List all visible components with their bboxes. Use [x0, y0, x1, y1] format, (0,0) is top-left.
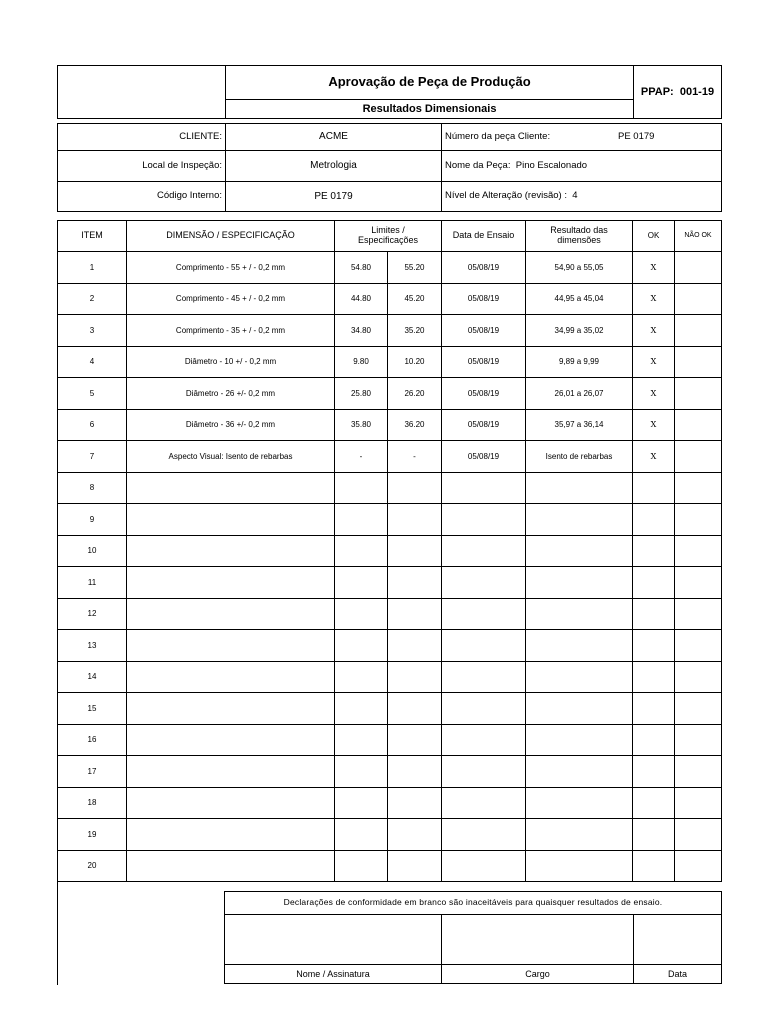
codigo-interno-label: Código Interno: [157, 190, 222, 202]
cell-item: 20 [58, 850, 127, 882]
header-item: ITEM [58, 221, 127, 252]
cell-nao-ok[interactable] [675, 346, 722, 378]
cell-nao-ok[interactable] [675, 252, 722, 284]
cell-item: 15 [58, 693, 127, 725]
header-limites-line1: Limites / [371, 225, 405, 236]
cell-ok[interactable] [633, 630, 675, 662]
cell-resultado: 9,89 a 9,99 [526, 346, 633, 378]
cell-data-ensaio: 05/08/19 [442, 315, 526, 347]
cell-item: 19 [58, 819, 127, 851]
cell-nao-ok[interactable] [675, 598, 722, 630]
cell-limite-max [388, 504, 442, 536]
local-inspecao-value: Metrologia [310, 160, 357, 172]
conformity-declaration: Declarações de conformidade em branco são inaceitáveis para quaisquer resultados de ensaio. [283, 897, 663, 908]
cell-resultado [526, 535, 633, 567]
numero-peca-value: PE 0179 [618, 130, 655, 142]
cell-dimensao [127, 472, 335, 504]
cell-data-ensaio [442, 598, 526, 630]
numero-peca-label: Número da peça Cliente: [445, 130, 551, 142]
cell-limite-max [388, 756, 442, 788]
cell-data-ensaio: 05/08/19 [442, 252, 526, 284]
local-inspecao-label: Local de Inspeção: [142, 159, 222, 171]
cell-resultado [526, 693, 633, 725]
cliente-value: ACME [319, 131, 348, 143]
table-row [58, 787, 722, 819]
cell-nao-ok[interactable] [675, 850, 722, 882]
cell-item: 12 [58, 598, 127, 630]
cell-limite-max [388, 661, 442, 693]
cell-item: 2 [58, 283, 127, 315]
cell-resultado [526, 630, 633, 662]
cell-limite-min: 25.80 [335, 378, 388, 410]
cell-data-ensaio: 05/08/19 [442, 378, 526, 410]
cell-dimensao [127, 535, 335, 567]
table-row [58, 346, 722, 378]
cell-ok[interactable]: X [633, 441, 675, 473]
nome-assinatura-label: Nome / Assinatura [296, 968, 370, 979]
cell-ok[interactable]: X [633, 346, 675, 378]
data-label: Data [667, 968, 687, 979]
table-row [58, 724, 722, 756]
table-row [58, 283, 722, 315]
cell-data-ensaio: 05/08/19 [442, 346, 526, 378]
table-row [58, 756, 722, 788]
cell-data-ensaio [442, 724, 526, 756]
cell-limite-min: - [335, 441, 388, 473]
ppap-label: PPAP: [640, 85, 674, 98]
cell-item: 18 [58, 787, 127, 819]
table-row [58, 409, 722, 441]
cargo-label: Cargo [525, 968, 550, 979]
signature-name-field[interactable] [225, 915, 441, 964]
cell-item: 1 [58, 252, 127, 284]
cell-dimensao: Comprimento - 45 + / - 0,2 mm [127, 283, 335, 315]
cell-item: 16 [58, 724, 127, 756]
ppap-code [634, 66, 721, 118]
cell-resultado: 35,97 a 36,14 [526, 409, 633, 441]
nivel-alteracao-value: 4 [572, 190, 578, 202]
cell-dimensao [127, 724, 335, 756]
cell-limite-min [335, 693, 388, 725]
cell-limite-min [335, 850, 388, 882]
cell-limite-max: 36.20 [388, 409, 442, 441]
cell-limite-min [335, 630, 388, 662]
cell-nao-ok[interactable] [675, 378, 722, 410]
footer-left-border [57, 881, 58, 985]
cell-item: 11 [58, 567, 127, 599]
cell-ok[interactable] [633, 819, 675, 851]
cell-resultado: 54,90 a 55,05 [526, 252, 633, 284]
cell-item: 13 [58, 630, 127, 662]
table-row [58, 598, 722, 630]
table-row [58, 441, 722, 473]
cell-ok[interactable]: X [633, 283, 675, 315]
header-dimensao: DIMENSÃO / ESPECIFICAÇÃO [127, 221, 335, 252]
table-row [58, 567, 722, 599]
cell-limite-max: 35.20 [388, 315, 442, 347]
cell-limite-max: 45.20 [388, 283, 442, 315]
cell-data-ensaio [442, 472, 526, 504]
cell-item: 10 [58, 535, 127, 567]
cell-data-ensaio: 05/08/19 [442, 409, 526, 441]
cell-resultado [526, 756, 633, 788]
table-row [58, 378, 722, 410]
cell-nao-ok[interactable] [675, 472, 722, 504]
header-nao-ok: NÃO OK [675, 221, 722, 252]
cell-dimensao [127, 567, 335, 599]
cell-resultado [526, 724, 633, 756]
signature-date-field[interactable] [634, 915, 721, 964]
table-row [58, 850, 722, 882]
cell-data-ensaio [442, 693, 526, 725]
cell-resultado: 44,95 a 45,04 [526, 283, 633, 315]
cell-limite-min [335, 472, 388, 504]
cell-limite-min: 54.80 [335, 252, 388, 284]
cell-limite-min [335, 724, 388, 756]
header-resultado [526, 221, 633, 252]
dimensional-results-table [57, 220, 722, 882]
cell-dimensao [127, 693, 335, 725]
table-row [58, 315, 722, 347]
table-body [58, 252, 722, 882]
cell-resultado [526, 504, 633, 536]
cell-ok[interactable] [633, 567, 675, 599]
cell-data-ensaio [442, 756, 526, 788]
cell-ok[interactable] [633, 504, 675, 536]
cell-limite-min: 9.80 [335, 346, 388, 378]
cell-item: 17 [58, 756, 127, 788]
cell-limite-max [388, 630, 442, 662]
cell-limite-min [335, 819, 388, 851]
cell-dimensao [127, 504, 335, 536]
cell-limite-max [388, 850, 442, 882]
cell-dimensao [127, 756, 335, 788]
cell-limite-min: 34.80 [335, 315, 388, 347]
ppap-value: 001-19 [679, 85, 715, 98]
nivel-alteracao-label: Nível de Alteração (revisão) : [445, 190, 567, 202]
cell-resultado: 26,01 a 26,07 [526, 378, 633, 410]
cell-nao-ok[interactable] [675, 756, 722, 788]
cell-limite-max [388, 472, 442, 504]
cell-nao-ok[interactable] [675, 283, 722, 315]
cell-nao-ok[interactable] [675, 409, 722, 441]
cell-resultado [526, 850, 633, 882]
cell-data-ensaio: 05/08/19 [442, 283, 526, 315]
cell-limite-min [335, 661, 388, 693]
table-row [58, 535, 722, 567]
cell-nao-ok[interactable] [675, 567, 722, 599]
cell-resultado [526, 819, 633, 851]
cell-dimensao [127, 630, 335, 662]
cell-limite-min [335, 567, 388, 599]
table-row [58, 661, 722, 693]
table-row [58, 252, 722, 284]
cell-data-ensaio [442, 567, 526, 599]
header-resultado-line1: Resultado das [550, 225, 608, 236]
cell-dimensao: Comprimento - 35 + / - 0,2 mm [127, 315, 335, 347]
cell-data-ensaio [442, 850, 526, 882]
cell-dimensao: Comprimento - 55 + / - 0,2 mm [127, 252, 335, 284]
cell-limite-min: 35.80 [335, 409, 388, 441]
nome-peca-label: Nome da Peça: [445, 159, 511, 171]
cell-resultado: 34,99 a 35,02 [526, 315, 633, 347]
cell-limite-max: 26.20 [388, 378, 442, 410]
table-header-row [58, 221, 722, 252]
cell-ok[interactable] [633, 850, 675, 882]
cell-limite-max [388, 724, 442, 756]
cell-nao-ok[interactable] [675, 661, 722, 693]
cell-limite-max: 10.20 [388, 346, 442, 378]
cell-dimensao [127, 598, 335, 630]
cliente-label: CLIENTE: [179, 130, 222, 142]
table-row [58, 630, 722, 662]
table-row [58, 819, 722, 851]
cell-ok[interactable]: X [633, 409, 675, 441]
codigo-interno-value: PE 0179 [314, 190, 353, 202]
nivel-alteracao-field [442, 182, 721, 211]
cell-limite-max [388, 693, 442, 725]
cell-resultado [526, 787, 633, 819]
cell-limite-min: 44.80 [335, 283, 388, 315]
cell-item: 9 [58, 504, 127, 536]
cell-dimensao: Diâmetro - 36 +/- 0,2 mm [127, 409, 335, 441]
cell-resultado [526, 661, 633, 693]
cell-limite-max: 55.20 [388, 252, 442, 284]
cell-item: 3 [58, 315, 127, 347]
cell-ok[interactable] [633, 787, 675, 819]
cell-item: 5 [58, 378, 127, 410]
cell-ok[interactable]: X [633, 378, 675, 410]
cell-dimensao [127, 787, 335, 819]
table-row [58, 472, 722, 504]
cell-nao-ok[interactable] [675, 504, 722, 536]
cell-nao-ok[interactable] [675, 693, 722, 725]
cell-limite-max [388, 787, 442, 819]
cell-limite-min [335, 787, 388, 819]
cell-data-ensaio [442, 630, 526, 662]
cell-dimensao: Aspecto Visual: Isento de rebarbas [127, 441, 335, 473]
cell-data-ensaio [442, 787, 526, 819]
cell-ok[interactable] [633, 693, 675, 725]
cell-nao-ok[interactable] [675, 724, 722, 756]
cell-ok[interactable]: X [633, 315, 675, 347]
cell-limite-max: - [388, 441, 442, 473]
cell-resultado [526, 567, 633, 599]
cell-nao-ok[interactable] [675, 630, 722, 662]
cell-data-ensaio [442, 661, 526, 693]
cell-limite-max [388, 819, 442, 851]
cell-dimensao [127, 850, 335, 882]
cell-resultado: Isento de rebarbas [526, 441, 633, 473]
cell-limite-max [388, 567, 442, 599]
cell-data-ensaio: 05/08/19 [442, 441, 526, 473]
header-limites-line2: Especificações [357, 235, 419, 245]
cell-data-ensaio [442, 504, 526, 536]
nome-peca-value: Pino Escalonado [515, 159, 588, 171]
cell-nao-ok[interactable] [675, 535, 722, 567]
header-limites [335, 221, 442, 252]
cell-data-ensaio [442, 819, 526, 851]
cell-item: 14 [58, 661, 127, 693]
cell-nao-ok[interactable] [675, 315, 722, 347]
cell-nao-ok[interactable] [675, 819, 722, 851]
cell-item: 8 [58, 472, 127, 504]
cell-ok[interactable] [633, 661, 675, 693]
cell-ok[interactable] [633, 472, 675, 504]
cell-limite-min [335, 535, 388, 567]
cell-limite-max [388, 598, 442, 630]
cell-data-ensaio [442, 535, 526, 567]
cell-item: 7 [58, 441, 127, 473]
page-title: Aprovação de Peça de Produção [328, 74, 531, 90]
page-subtitle: Resultados Dimensionais [362, 102, 497, 115]
nome-peca-field [442, 151, 721, 181]
cell-ok[interactable] [633, 756, 675, 788]
cell-limite-min [335, 504, 388, 536]
cell-ok[interactable]: X [633, 252, 675, 284]
cell-nao-ok[interactable] [675, 787, 722, 819]
header-ok: OK [633, 221, 675, 252]
cell-nao-ok[interactable] [675, 441, 722, 473]
cell-item: 6 [58, 409, 127, 441]
cell-dimensao: Diâmetro - 10 +/ - 0,2 mm [127, 346, 335, 378]
cell-item: 4 [58, 346, 127, 378]
cell-dimensao [127, 661, 335, 693]
cell-ok[interactable] [633, 598, 675, 630]
table-row [58, 504, 722, 536]
header-resultado-line2: dimensões [557, 235, 601, 245]
cell-dimensao: Diâmetro - 26 +/- 0,2 mm [127, 378, 335, 410]
cell-ok[interactable] [633, 724, 675, 756]
cell-dimensao [127, 819, 335, 851]
table-row [58, 693, 722, 725]
signature-cargo-field[interactable] [442, 915, 633, 964]
cell-limite-max [388, 535, 442, 567]
cell-resultado [526, 598, 633, 630]
cell-limite-min [335, 598, 388, 630]
header-data-ensaio: Data de Ensaio [442, 221, 526, 252]
cell-limite-min [335, 756, 388, 788]
cell-resultado [526, 472, 633, 504]
cell-ok[interactable] [633, 535, 675, 567]
